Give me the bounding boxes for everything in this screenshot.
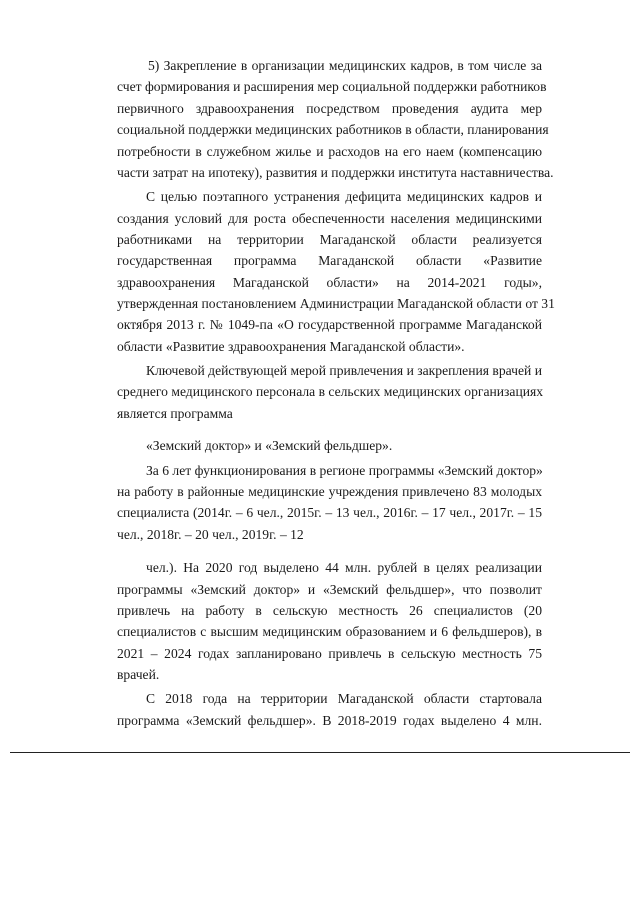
text-line: является программа — [117, 405, 233, 421]
text-line: Ключевой действующей мерой привлечения и закрепления врачей и — [146, 363, 542, 379]
text-line: потребности в служебном жилье и расходов на его наем (компенсацию — [117, 143, 542, 159]
text-line: государственная программа Магаданской области «Развитие — [117, 253, 542, 269]
text-line: С 2018 года на территории Магаданской области стартовала — [146, 691, 542, 707]
text-line: чел., 2018г. – 20 чел., 2019г. – 12 — [117, 526, 304, 542]
page-bottom-rule — [10, 752, 630, 753]
text-line: За 6 лет функционирования в регионе программы «Земский доктор» — [146, 462, 543, 478]
text-line: октября 2013 г. № 1049-па «О государственной программе Магаданской — [117, 317, 542, 333]
text-line: счет формирования и расширения мер социальной поддержки работников — [117, 79, 547, 95]
text-line: части затрат на ипотеку), развития и поддержки института наставничества. — [117, 164, 554, 180]
text-line: специалистов с высшим медицинским образованием и 6 фельдшеров), в — [117, 624, 542, 640]
text-line: области «Развитие здравоохранения Магаданской области». — [117, 338, 465, 354]
text-line: 2021 – 2024 годах запланировано привлечь в сельскую местность 75 — [117, 645, 542, 661]
text-line: социальной поддержки медицинских работников в области, планирования — [117, 122, 549, 138]
text-line: программы «Земский доктор» и «Земский фельдшер», что позволит — [117, 581, 542, 597]
text-line: первичного здравоохранения посредством проведения аудита мер — [117, 100, 542, 116]
text-line: здравоохранения Магаданской области» на 2014-2021 годы», — [117, 274, 542, 290]
text-line: программа «Земский фельдшер». В 2018-2019 годах выделено 4 млн. — [117, 712, 542, 728]
text-line: чел.). На 2020 год выделено 44 млн. рублей в целях реализации — [146, 560, 542, 576]
text-line: среднего медицинского персонала в сельских медицинских организациях — [117, 384, 544, 400]
text-line: работниками на территории Магаданской области реализуется — [117, 231, 542, 247]
text-line: врачей. — [117, 667, 160, 683]
text-line: 5) Закрепление в организации медицинских кадров, в том числе за — [148, 58, 542, 73]
text-line: привлечь на работу в сельскую местность 26 специалистов (20 — [117, 602, 542, 618]
text-line: утвержденная постановлением Администрации Магаданской области от 31 — [117, 296, 555, 312]
text-line: «Земский доктор» и «Земский фельдшер». — [146, 438, 393, 454]
text-line: специалиста (2014г. – 6 чел., 2015г. – 13 чел., 2016г. – 17 чел., 2017г. – 15 — [117, 505, 542, 521]
text-line: на работу в районные медицинские учреждения привлечено 83 молодых — [117, 483, 542, 499]
text-line: создания условий для роста обеспеченности населения медицинскими — [117, 210, 542, 226]
text-line: С целью поэтапного устранения дефицита медицинских кадров и — [146, 189, 542, 205]
